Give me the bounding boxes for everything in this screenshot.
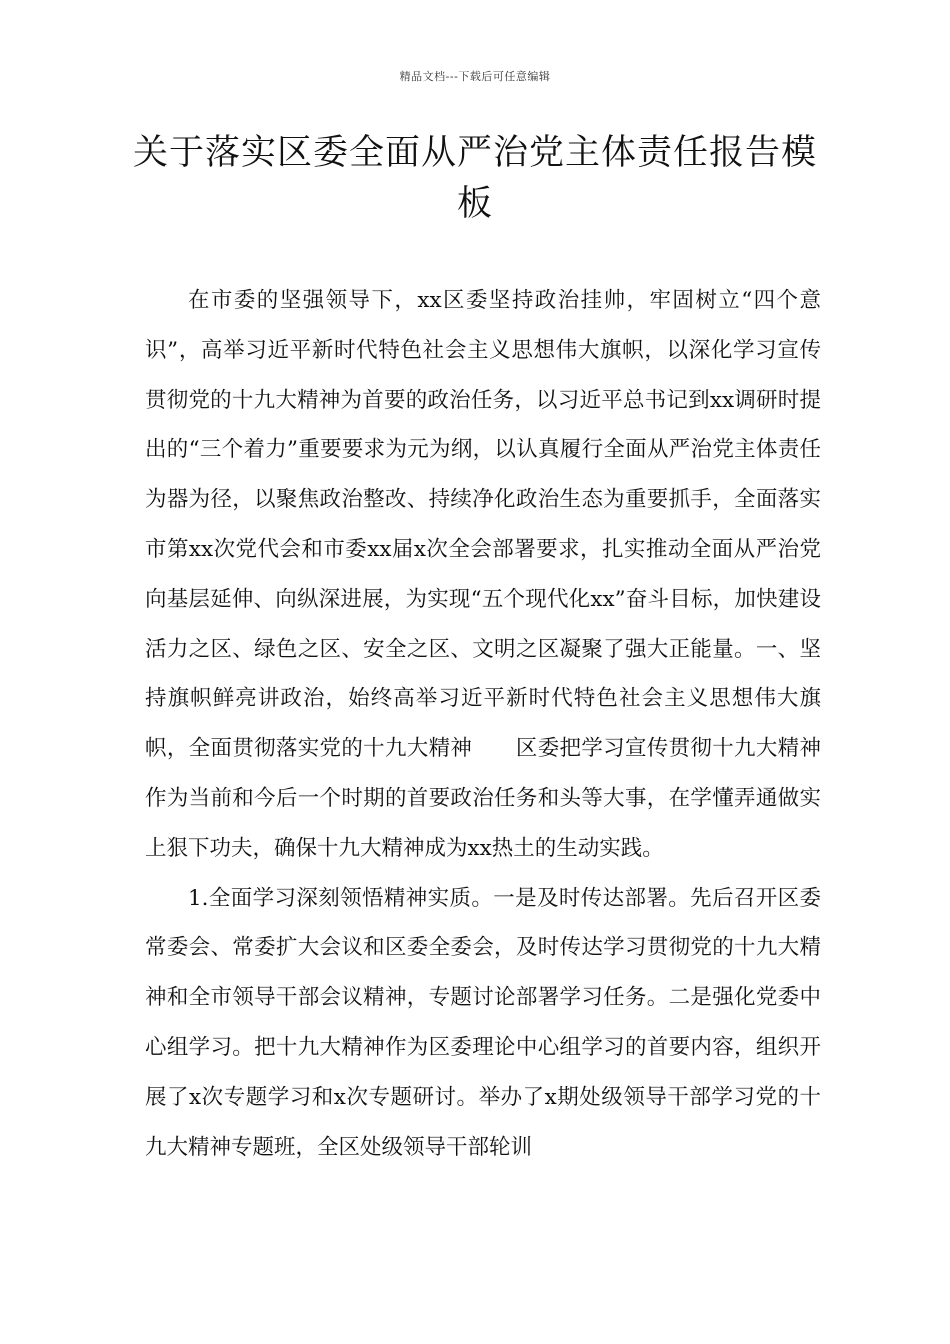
page-header: 精品文档---下载后可任意编辑 bbox=[399, 70, 551, 83]
document-body bbox=[145, 276, 821, 1172]
paragraph-1: 在市委的坚强领导下，xx区委坚持政治挂帅，牢固树立“四个意识”，高举习近平新时代特色社会主义思想伟大旗帜，以深化学习宣传贯彻党的十九大精神为首要的政治任务，以习近平总书记到xx调研时提出的“三个着力”重要要求为元为纲，以认真履行全面从严治党主体责任为器为径，以聚焦政治整改、持续净化政治生态为重要抓手，全面落实市第xx次党代会和市委xx届x次全会部署要求，扎实推动全面从严治党向基层延伸、向纵深进展，为实现“五个现代化xx”奋斗目标，加快建设活力之区、绿色之区、安全之区、文明之区凝聚了强大正能量。一、坚持旗帜鲜亮讲政治，始终高举习近平新时代特色社会主义思想伟大旗帜，全面贯彻落实党的十九大精神 区委把学习宣传贯彻十九大精神作为当前和今后一个时期的首要政治任务和头等大事，在学懂弄通做实上狠下功夫，确保十九大精神成为xx热土的生动实践。 bbox=[145, 288, 821, 861]
paragraph-2: 1.全面学习深刻领悟精神实质。一是及时传达部署。先后召开区委常委会、常委扩大会议和区委全委会，及时传达学习贯彻党的十九大精神和全市领导干部会议精神，专题讨论部署学习任务。二是强化党委中心组学习。把十九大精神作为区委理论中心组学习的首要内容，组织开展了x次专题学习和x次专题研讨。举办了x期处级领导干部学习党的十九大精神专题班，全区处级领导干部轮训 bbox=[145, 885, 821, 1160]
document-title: 关于落实区委全面从严治党主体责任报告模板 bbox=[132, 133, 817, 224]
